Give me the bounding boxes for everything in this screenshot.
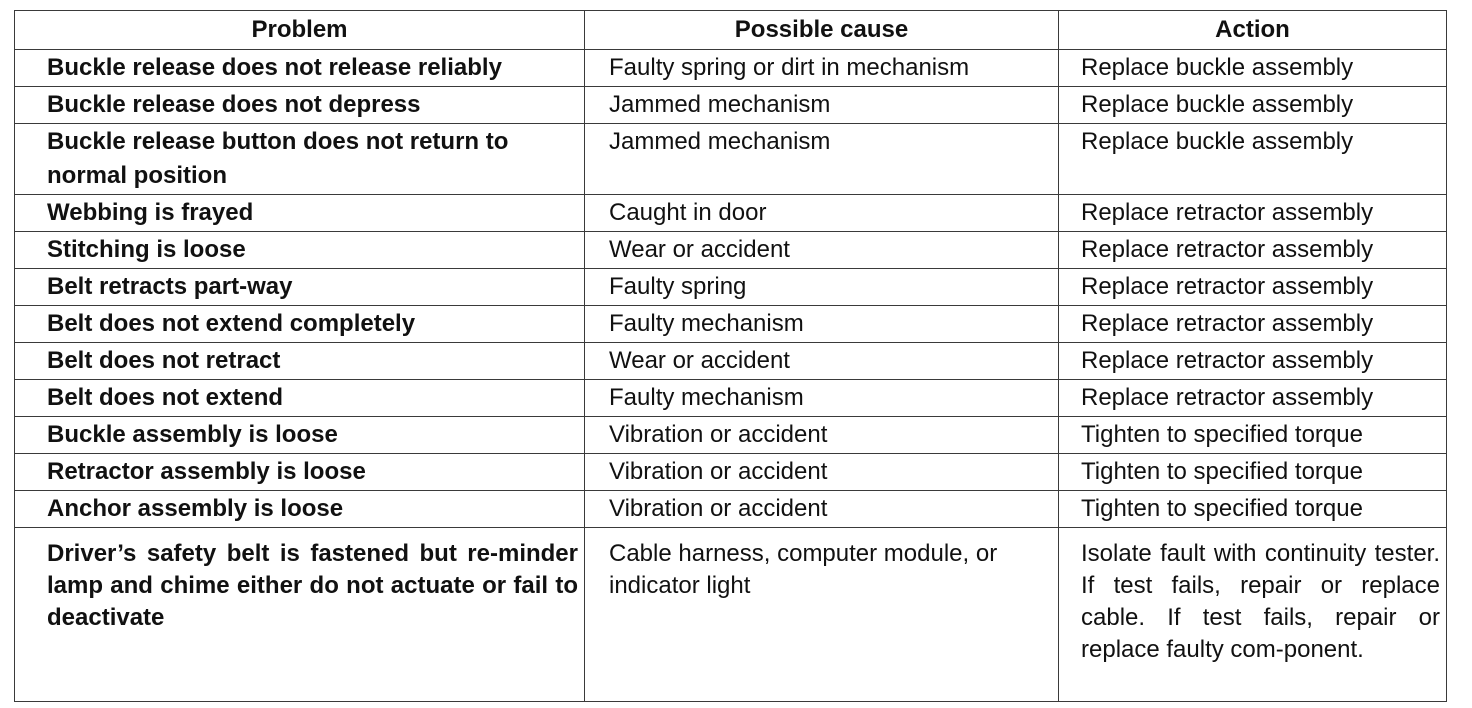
table-row [15, 306, 1447, 343]
action-cell: Replace retractor assembly [1059, 306, 1447, 343]
troubleshooting-table [14, 10, 1447, 702]
cause-cell: Faulty spring or dirt in mechanism [585, 50, 1059, 87]
header-row [15, 11, 1447, 50]
table-row [15, 87, 1447, 124]
cause-cell: Jammed mechanism [585, 124, 1059, 195]
table-row [15, 343, 1447, 380]
header-possible-cause: Possible cause [585, 11, 1059, 50]
header-action: Action [1059, 11, 1447, 50]
problem-cell: Buckle release button does not return to normal position [15, 124, 585, 195]
action-cell: Tighten to specified torque [1059, 417, 1447, 454]
action-cell: Replace retractor assembly [1059, 343, 1447, 380]
action-cell: Replace buckle assembly [1059, 124, 1447, 195]
cause-cell: Vibration or accident [585, 417, 1059, 454]
action-cell: Replace retractor assembly [1059, 380, 1447, 417]
cause-cell: Faulty spring [585, 269, 1059, 306]
cause-cell: Faulty mechanism [585, 380, 1059, 417]
cause-cell: Vibration or accident [585, 454, 1059, 491]
problem-cell: Stitching is loose [15, 232, 585, 269]
table-row [15, 417, 1447, 454]
action-cell: Tighten to specified torque [1059, 491, 1447, 528]
table-body [15, 50, 1447, 702]
cause-cell: Jammed mechanism [585, 87, 1059, 124]
cause-cell: Wear or accident [585, 343, 1059, 380]
table-row [15, 380, 1447, 417]
cause-cell: Faulty mechanism [585, 306, 1059, 343]
action-cell: Replace retractor assembly [1059, 232, 1447, 269]
action-cell: Replace buckle assembly [1059, 50, 1447, 87]
problem-cell: Belt does not extend completely [15, 306, 585, 343]
problem-cell: Buckle release does not depress [15, 87, 585, 124]
action-cell: Replace retractor assembly [1059, 195, 1447, 232]
cause-cell: Vibration or accident [585, 491, 1059, 528]
header-problem: Problem [15, 11, 585, 50]
table-row [15, 232, 1447, 269]
problem-cell: Retractor assembly is loose [15, 454, 585, 491]
table-header [15, 11, 1447, 50]
table-row [15, 528, 1447, 702]
table-row [15, 50, 1447, 87]
action-cell: Isolate fault with continuity tester. If test fails, repair or replace cable. If test fails, repair or replace faulty com-ponent. [1059, 528, 1447, 702]
problem-cell: Belt does not retract [15, 343, 585, 380]
table-row [15, 195, 1447, 232]
table-row [15, 124, 1447, 195]
cause-cell: Wear or accident [585, 232, 1059, 269]
problem-cell: Belt retracts part-way [15, 269, 585, 306]
problem-cell: Buckle assembly is loose [15, 417, 585, 454]
problem-cell: Buckle release does not release reliably [15, 50, 585, 87]
action-cell: Replace retractor assembly [1059, 269, 1447, 306]
table-row [15, 491, 1447, 528]
problem-cell: Driver’s safety belt is fastened but re-minder lamp and chime either do not actuate or fail to deactivate [15, 528, 585, 702]
action-cell: Replace buckle assembly [1059, 87, 1447, 124]
problem-cell: Webbing is frayed [15, 195, 585, 232]
problem-cell: Anchor assembly is loose [15, 491, 585, 528]
cause-cell: Caught in door [585, 195, 1059, 232]
table-row [15, 269, 1447, 306]
cause-cell: Cable harness, computer module, or indicator light [585, 528, 1059, 702]
problem-cell: Belt does not extend [15, 380, 585, 417]
table-row [15, 454, 1447, 491]
action-cell: Tighten to specified torque [1059, 454, 1447, 491]
